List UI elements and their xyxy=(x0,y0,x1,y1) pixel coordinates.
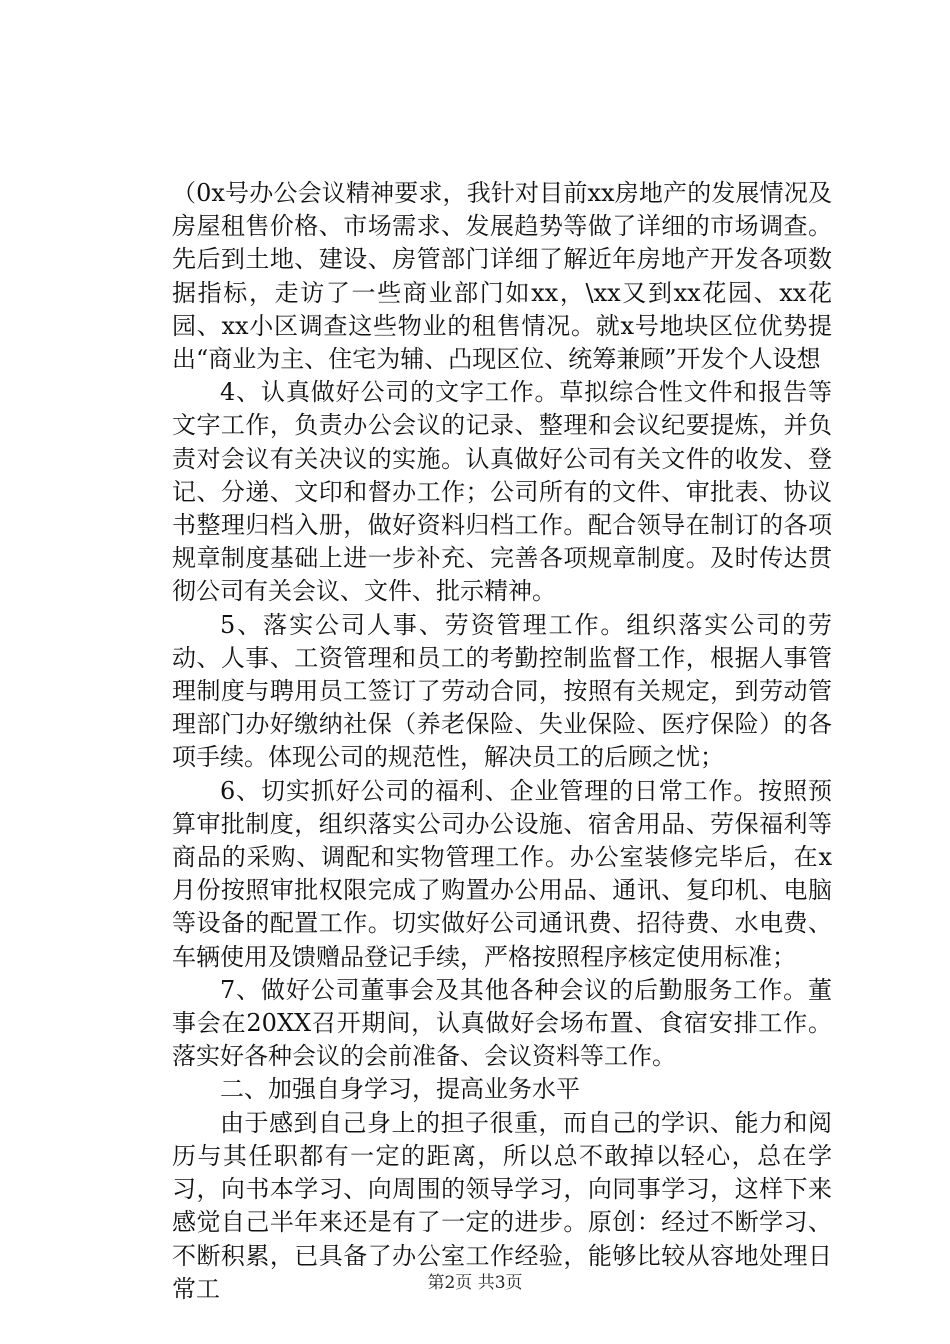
paragraph-3: 5、落实公司人事、劳资管理工作。组织落实公司的劳动、人事、工资管理和员工的考勤控制监督工作，根据人事管理制度与聘用员工签订了劳动合同，按照有关规定，到劳动管理部门办好缴纳社保（养老保险、失业保险、医疗保险）的各项手续。体现公司的规范性，解决员工的后顾之忧； xyxy=(172,610,832,772)
paragraph-5: 7、做好公司董事会及其他各种会议的后勤服务工作。董事会在20XX召开期间，认真做好会场布置、食宿安排工作。落实好各种会议的会前准备、会议资料等工作。 xyxy=(172,975,832,1071)
paragraph-6: 由于感到自己身上的担子很重，而自己的学识、能力和阅历与其任职都有一定的距离，所以总不敢掉以轻心，总在学习，向书本学习、向周围的领导学习，向同事学习，这样下来感觉自己半年来还是有了一定的进步。原创：经过不断学习、不断积累，已具备了办公室工作经验，能够比较从容地处理日常工 xyxy=(172,1108,832,1303)
paragraph-4: 6、切实抓好公司的福利、企业管理的日常工作。按照预算审批制度，组织落实公司办公设施、宿舍用品、劳保福利等商品的采购、调配和实物管理工作。办公室装修完毕后，在x月份按照审批权限完成了购置办公用品、通讯、复印机、电脑等设备的配置工作。切实做好公司通讯费、招待费、水电费、车辆使用及馈赠品登记手续，严格按照程序核定使用标准； xyxy=(172,776,832,971)
document-body xyxy=(172,177,832,1306)
paragraph-2: 4、认真做好公司的文字工作。草拟综合性文件和报告等文字工作，负责办公会议的记录、整理和会议纪要提炼，并负责对会议有关决议的实施。认真做好公司有关文件的收发、登记、分递、文印和督办工作；公司所有的文件、审批表、协议书整理归档入册，做好资料归档工作。配合领导在制订的各项规章制度基础上进一步补充、完善各项规章制度。及时传达贯彻公司有关会议、文件、批示精神。 xyxy=(172,378,832,606)
section-heading: 二、加强自身学习，提高业务水平 xyxy=(220,1075,580,1104)
paragraph-1: （0x号办公会议精神要求，我针对目前xx房地产的发展情况及房屋租售价格、市场需求、发展趋势等做了详细的市场调查。先后到土地、建设、房管部门详细了解近年房地产开发各项数据指标，走访了一些商业部门如xx，\xx又到xx花园、xx花园、xx小区调查这些物业的租售情况。就x号地块区位优势提出“商业为主、住宅为辅、凸现区位、统筹兼顾”开发个人设想 xyxy=(172,179,832,374)
page-footer: 第2页 共3页 xyxy=(427,1273,523,1293)
